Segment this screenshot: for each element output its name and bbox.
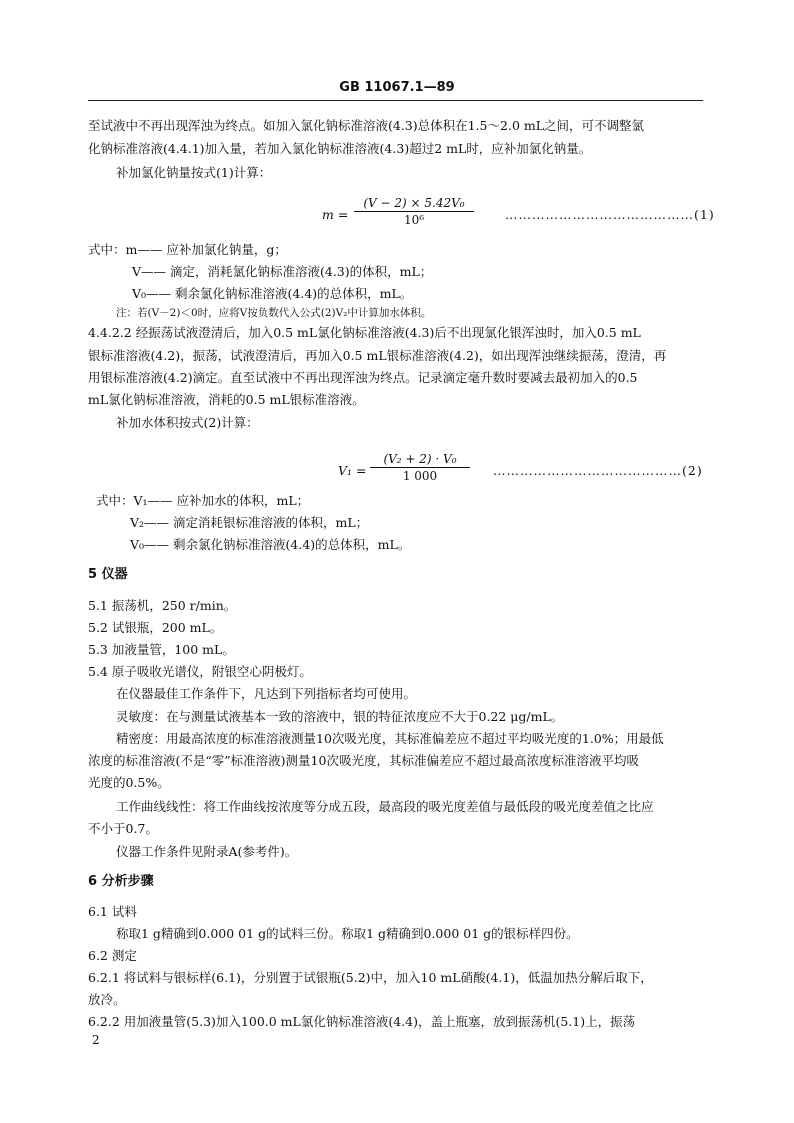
text-line: 式中：m—— 应补加氯化钠量，g； xyxy=(88,242,287,257)
text-line: 6.2.2 用加液量管(5.3)加入100.0 mL氯化钠标准溶液(4.4)，盖上瓶塞，放到振荡机(5.1)上，振荡 xyxy=(88,1014,636,1029)
text-line: 浓度的标准溶液(不是“零”标准溶液)测量10次吸光度，其标准偏差应不超过最高浓度标准溶液平均吸 xyxy=(88,753,639,768)
text-line: 补加水体积按式(2)计算： xyxy=(116,415,259,430)
formula-1-number: ……………………………………(1) xyxy=(505,207,715,222)
formula-1-numerator: (V − 2) × 5.42V₀ xyxy=(354,196,474,212)
formula-1-denominator: 10⁶ xyxy=(403,213,425,227)
text-line: 化钠标准溶液(4.4.1)加入量，若加入氯化钠标准溶液(4.3)超过2 mL时，应补加氯化钠量。 xyxy=(88,141,592,156)
formula-2-denominator: 1 000 xyxy=(402,469,438,483)
section-heading: 5 仪器 xyxy=(88,567,128,582)
formula-1-fraction xyxy=(354,196,474,227)
text-line: V—— 滴定，消耗氯化钠标准溶液(4.3)的体积，mL； xyxy=(132,264,433,279)
header-rule xyxy=(88,100,703,101)
note: 注：若(V－2)＜0时，应将V按负数代入公式(2)V₂中计算加水体积。 xyxy=(116,307,432,319)
text-line: 6.2.1 将试料与银标样(6.1)，分别置于试银瓶(5.2)中，加入10 mL硝酸(4.1)，低温加热分解后取下， xyxy=(88,970,653,985)
formula-1-lhs: m = xyxy=(322,207,349,222)
text-line: 光度的0.5%。 xyxy=(88,775,170,790)
text-line: 用银标准溶液(4.2)滴定。直至试液中不再出现浑浊为终点。记录滴定毫升数时要减去最初加入的0.5 xyxy=(88,370,638,385)
text-line: 银标准溶液(4.2)，振荡，试液澄清后，再加入0.5 mL银标准溶液(4.2)，如出现浑浊继续振荡，澄清，再 xyxy=(88,348,667,363)
formula-2-fraction xyxy=(370,452,470,483)
text-line: 5.2 试银瓶，200 mL。 xyxy=(88,620,223,635)
text-line: 在仪器最佳工作条件下，凡达到下列指标者均可使用。 xyxy=(116,686,417,701)
text-line: V₂—— 滴定消耗银标准溶液的体积，mL； xyxy=(130,515,369,530)
formula-2-number: ……………………………………(2) xyxy=(493,463,703,478)
text-line: 仪器工作条件见附录A(参考件)。 xyxy=(116,844,298,859)
text-line: 5.3 加液量管，100 mL。 xyxy=(88,642,235,657)
text-line: 放冷。 xyxy=(88,992,126,1007)
formula-2-numerator: (V₂ + 2) · V₀ xyxy=(370,452,470,468)
text-line: V₀—— 剩余氯化钠标准溶液(4.4)的总体积，mL。 xyxy=(130,537,411,552)
section-heading: 6 分析步骤 xyxy=(88,874,154,889)
subsection-heading: 6.2 测定 xyxy=(88,948,137,963)
subsection-heading: 6.1 试料 xyxy=(88,904,137,919)
text-line: 补加氯化钠量按式(1)计算： xyxy=(116,165,272,180)
text-line: 式中：V₁—— 应补加水的体积，mL； xyxy=(96,493,310,508)
text-line: 工作曲线线性：将工作曲线按浓度等分成五段，最高段的吸光度差值与最低段的吸光度差值之比应 xyxy=(116,799,654,814)
text-line: 5.4 原子吸收光谱仪，附银空心阴极灯。 xyxy=(88,664,312,679)
text-line: 至试液中不再出现浑浊为终点。如加入氯化钠标准溶液(4.3)总体积在1.5～2.0 mL之间，可不调整氯 xyxy=(88,118,645,133)
text-line: 5.1 振荡机，250 r/min。 xyxy=(88,598,237,613)
page-header: GB 11067.1—89 xyxy=(339,80,455,95)
text-line: 称取1 g精确到0.000 01 g的试料三份。称取1 g精确到0.000 01 g的银标样四份。 xyxy=(116,926,579,941)
text-line: 灵敏度：在与测量试液基本一致的溶液中，银的特征浓度应不大于0.22 μg/mL。 xyxy=(116,709,564,724)
text-line: 精密度：用最高浓度的标准溶液测量10次吸光度，其标准偏差应不超过平均吸光度的1.0%；用最低 xyxy=(116,731,664,746)
text-line: V₀—— 剩余氯化钠标准溶液(4.4)的总体积，mL。 xyxy=(132,286,413,301)
formula-2-lhs: V₁ = xyxy=(338,463,367,478)
text-line: mL氯化钠标准溶液，消耗的0.5 mL银标准溶液。 xyxy=(88,392,365,407)
page-number: 2 xyxy=(92,1033,100,1047)
text-line: 4.4.2.2 经振荡试液澄清后，加入0.5 mL氯化钠标准溶液(4.3)后不出现氯化银浑浊时，加入0.5 mL xyxy=(88,325,641,340)
text-line: 不小于0.7。 xyxy=(88,821,158,836)
